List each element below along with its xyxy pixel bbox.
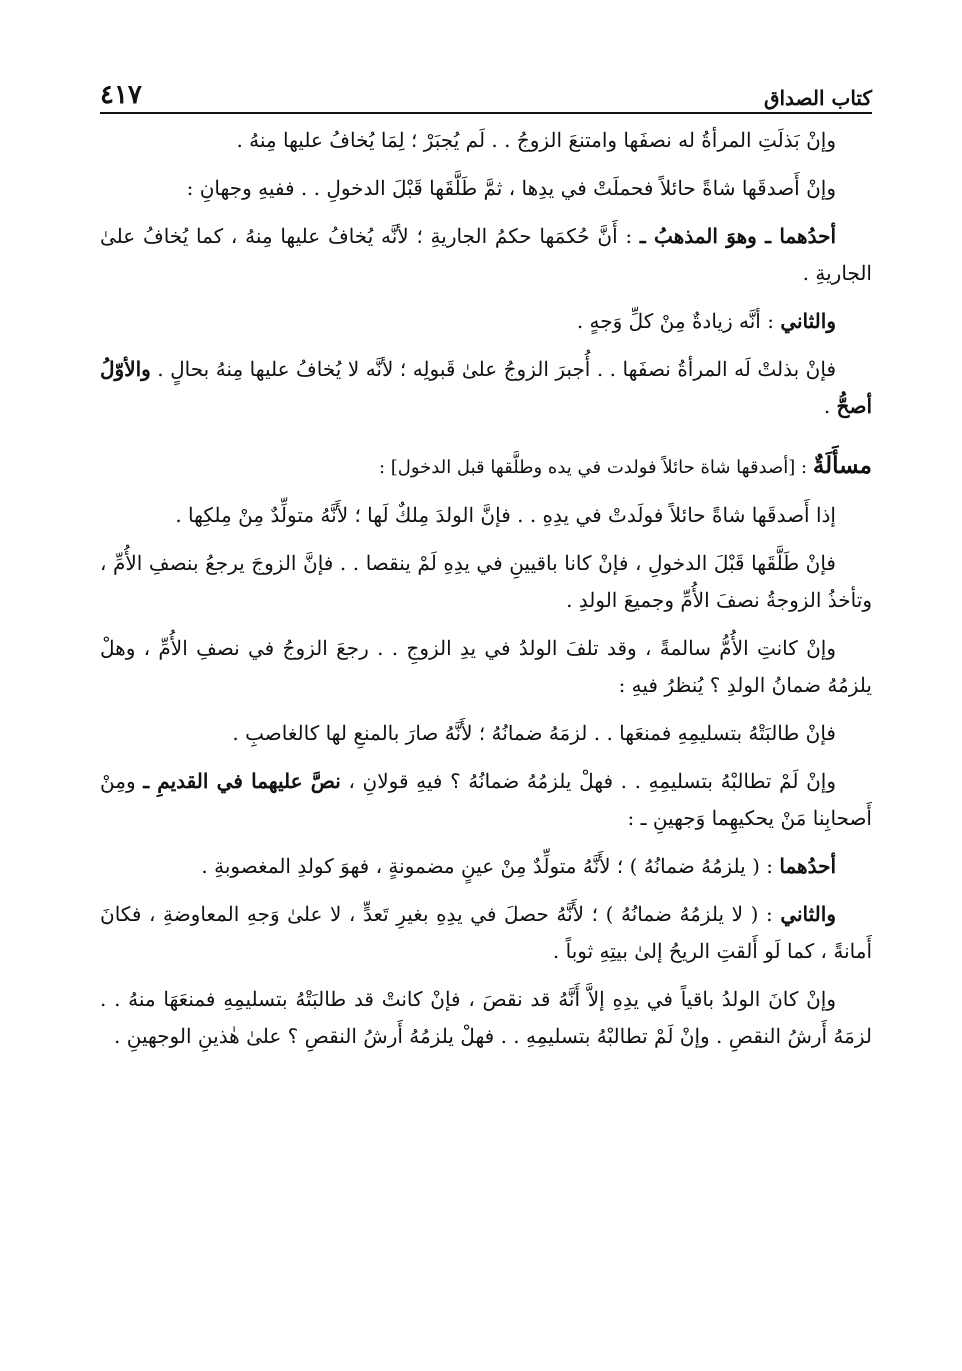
paragraph-10 (100, 763, 872, 837)
paragraph-13: وإنْ كانَ الولدُ باقياً في يدِهِ إلاَّ أَنَّهُ قد نقصَ ، فإنْ كانتْ قد طالبَتْهُ بتسليمِهِ فمنعَهَا منهُ . . لزمَهُ أَرشُ النقصِ . وإنْ لَمْ تطالبْهُ بتسليمِهِ . . فهلْ يلزمُهُ أَرشُ النقصِ ؟ علىٰ هٰذينِ الوجهينِ . (100, 987, 872, 1048)
paragraph-7: فإنْ طَلَّقَها قَبْلَ الدخولِ ، فإنْ كانا باقيينِ في يدِهِ لَمْ ينقصا . . فإنَّ الزوجَ يرجعُ بنصفِ الأُمِّ ، وتأخذُ الزوجةُ نصفَ الأُمِّ وجميعَ الولدِ . (100, 551, 872, 612)
paragraph-6: إذا أَصدقَها شاةً حائلاً فولَدتْ في يدِهِ . . فإنَّ الولدَ مِلكٌ لَها ؛ لأَنَّهُ متولِّدٌ مِنْ مِلكِها . (175, 503, 836, 527)
old-school-note: نصَّ عليهما في القديمِ ـ (143, 769, 341, 793)
second-opinion-label: والثاني (780, 309, 836, 333)
paragraph-1: وإنْ بَذلَتِ المرأةُ له نصفَها وامتنعَ الزوجُ . . لَم يُجبَرْ ؛ لِمَا يُخافُ عليها مِنهُ . (236, 128, 836, 152)
preferred-opinion: والأوّلُ أصحُّ (100, 357, 872, 418)
paragraph-10-text: وإنْ لَمْ تطالبْهُ بتسليمِهِ . . فهلْ يلزمُهُ ضمانُهُ ؟ فيهِ قولانِ ، (340, 769, 837, 793)
first-opinion-label: أحدُهما ـ وهوَ المذهبُ ـ (639, 224, 836, 248)
paragraph-10-end: ومِنْ أَصحابِنا مَنْ يحكيهِما وَجهينِ ـ : (100, 769, 872, 830)
paragraph-3 (100, 218, 872, 292)
page-body (100, 122, 872, 1066)
page-header (100, 70, 872, 110)
second-view-label: والثاني (780, 902, 836, 926)
paragraph-12 (100, 896, 872, 970)
paragraph-5 (100, 351, 872, 425)
first-opinion-text: : أَنَّ حُكمَها حكمُ الجاريةِ ؛ لأنَّه يُخافُ عليها مِنهُ ، كما يُخافُ علىٰ الجاريةِ . (100, 224, 872, 285)
paragraph-2: وإنْ أَصدقَها شاةً حائلاً فحملَتْ في يدِها ، ثمَّ طَلَّقَها قَبْلَ الدخولِ . . ففيهِ وجهانِ : (186, 176, 836, 200)
first-view-label: أحدُهما (779, 854, 836, 878)
paragraph-5-text: فإنْ بذلتْ لَه المرأةُ نصفَها . . أُجبرَ الزوجُ علىٰ قَبولِه ؛ لأنَّه لا يُخافُ عليها مِنهُ بحالٍ . (150, 357, 836, 381)
book-title: كتاب الصداق (763, 86, 872, 110)
paragraph-4 (100, 303, 872, 340)
header-rule (100, 112, 872, 114)
second-view-text: : ( لا يلزمُهُ ضمانُهُ ) ؛ لأَنَّهُ حصلَ في يدِهِ بغيرِ تَعدٍّ ، لا علىٰ وَجهِ المعاوضةِ ، فكانَ أَمانةً ، كما لَو أَلقتِ الريحُ إلىٰ بيتِهِ ثوباً . (100, 902, 872, 963)
masala-title: : [أصدقها شاة حائلاً فولدت في يده وطلَّقها قبل الدخول] : (378, 457, 813, 478)
paragraph-9: فإنْ طالبَتْهُ بتسليمِهِ فمنعَها . . لزمَهُ ضمانُهُ ؛ لأَنَّهُ صارَ بالمنعِ لها كالغاصبِ . (232, 721, 836, 745)
first-view-text: : ( يلزمُهُ ضمانُهُ ) ؛ لأَنَّهُ متولِّدٌ مِنْ عينٍ مضمونةٍ ، فهوَ كولدِ المغصوبةِ . (201, 854, 780, 878)
second-opinion-text: : أنَّه زيادةٌ مِنْ كلِّ وَجهٍ . (576, 309, 781, 333)
paragraph-11 (100, 848, 872, 885)
paragraph-8: وإنْ كانتِ الأُمُّ سالمةً ، وقد تلفَ الولدُ في يدِ الزوجِ . . رجعَ الزوجُ في نصفِ الأُمِّ ، وهلْ يلزمُهُ ضمانُ الولدِ ؟ يُنظرُ فيهِ : (100, 636, 872, 697)
paragraph-5-end: . (823, 394, 837, 418)
page-number: ٤١٧ (100, 80, 142, 110)
masala-label: مسأَلَةٌ (812, 452, 872, 479)
masala-heading (100, 447, 872, 486)
